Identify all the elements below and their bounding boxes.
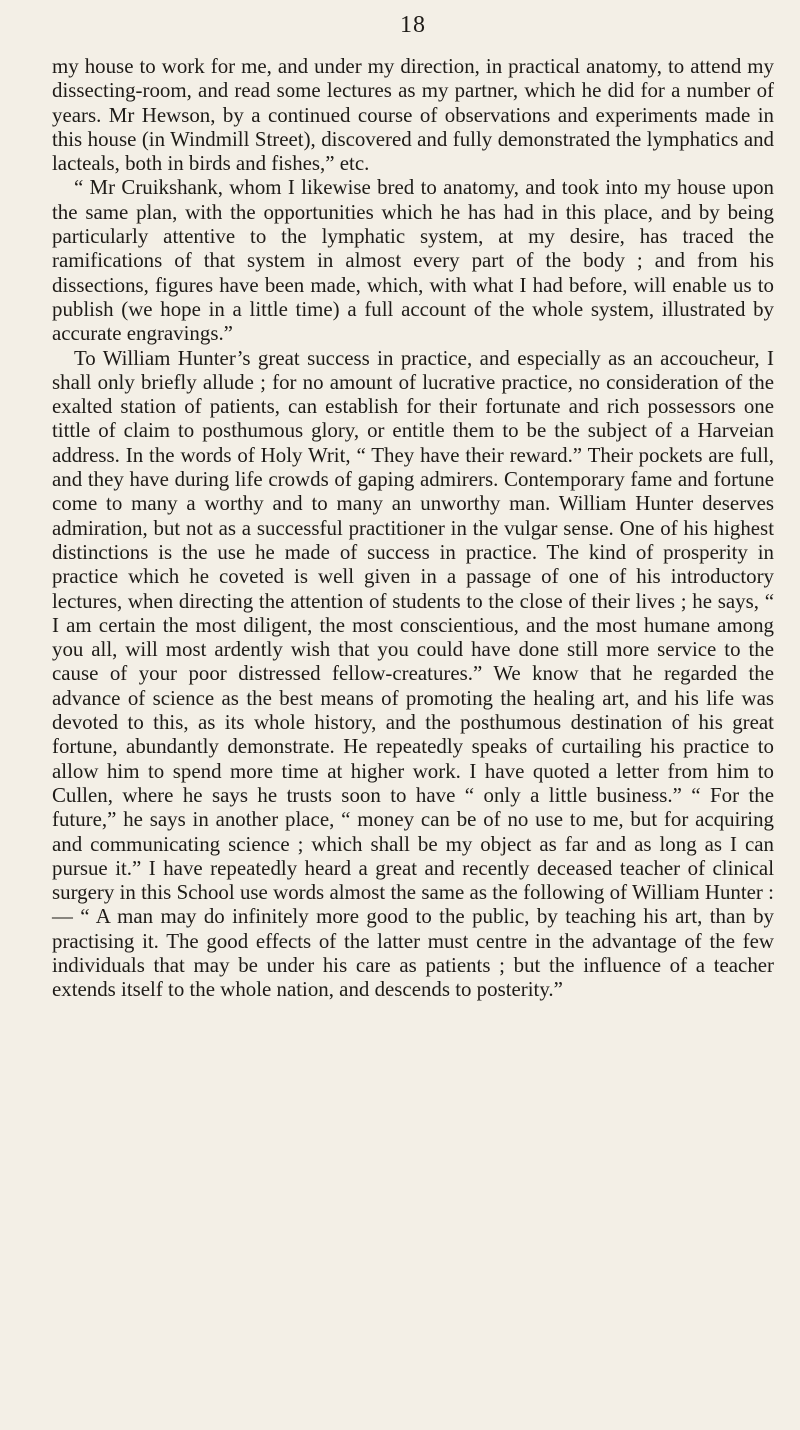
paragraph-3: To William Hunter’s great success in practice, and especially as an accoucheur, I shall only briefly allude ; for no amount of lucrative practice, no consideration of the exalted station of patients, can establish for their fortunate and rich possessors one tittle of claim to posthumous glory, or entitle them to be the subject of a Harveian address. In the words of Holy Writ, “ They have their reward.” Their pockets are full, and they have during life crowds of gaping admirers. Contemporary fame and fortune come to many a worthy and to many an unworthy man. William Hunter deserves admiration, but not as a successful practitioner in the vulgar sense. One of his highest distinctions is the use he made of success in practice. The kind of prosperity in practice which he coveted is well given in a passage of one of his introductory lectures, when directing the attention of students to the close of their lives ; he says, “ I am certain the most diligent, the most conscientious, and the most humane among you all, will most ardently wish that you could have done still more service to the cause of your poor distressed fellow-creatures.” We know that he regarded the advance of science as the best means of promoting the healing art, and his life was devoted to this, as its whole history, and the posthumous destination of his great fortune, abundantly demonstrate. He repeatedly speaks of curtailing his practice to allow him to spend more time at higher work. I have quoted a letter from him to Cullen, where he says he trusts soon to have “ only a little business.” “ For the future,” he says in another place, “ money can be of no use to me, but for acquiring and communicating science ; which shall be my object as far and as long as I can pursue it.” I have repeatedly heard a great and recently deceased teacher of clinical surgery in this School use words almost the same as the following of William Hunter :— “ A man may do infinitely more good to the public, by teaching his art, than by practising it. The good effects of the latter must centre in the advantage of the few individuals that may be under his care as patients ; but the influence of a teacher extends itself to the whole nation, and descends to posterity.” [52,345,774,1002]
page-number: 18 [400,12,426,38]
body-text [52,54,774,1002]
paragraph-1: my house to work for me, and under my direction, in practical anatomy, to attend my dissecting-room, and read some lectures as my partner, which he did for a number of years. Mr Hewson, by a continued course of observations and experiments made in this house (in Windmill Street), discovered and fully demonstrated the lymphatics and lacteals, both in birds and fishes,” etc. [52,54,774,176]
paragraph-2: “ Mr Cruikshank, whom I likewise bred to anatomy, and took into my house upon the same plan, with the opportunities which he has had in this place, and by being particularly attentive to the lymphatic system, at my desire, has traced the ramifications of that system in almost every part of the body ; and from his dissections, figures have been made, which, with what I had before, will enable us to publish (we hope in a little time) a full account of the whole system, illustrated by accurate engravings.” [52,175,774,346]
